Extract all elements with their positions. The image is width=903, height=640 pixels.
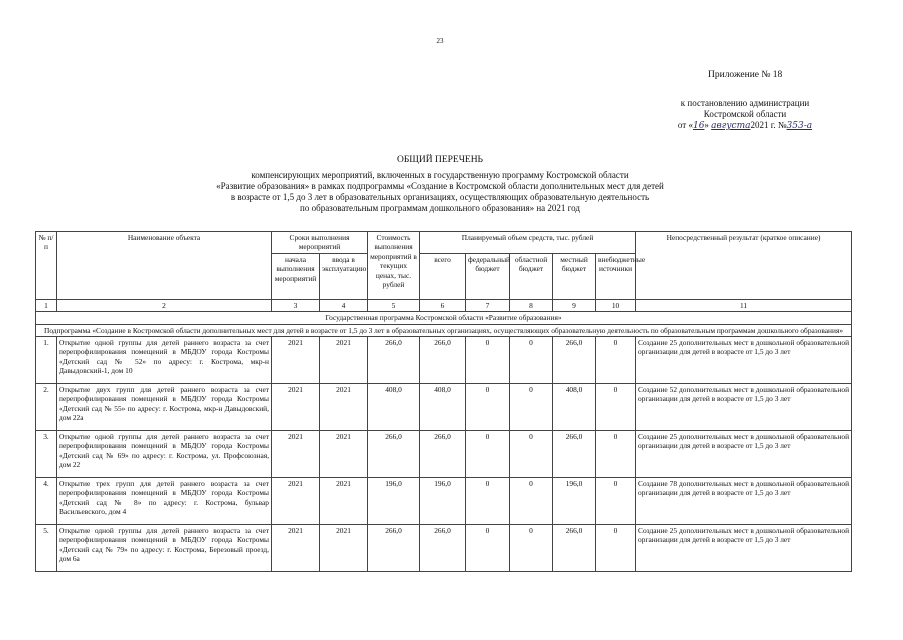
header-result: Непосредственный результат (краткое описание) <box>636 232 852 300</box>
regional-value: 0 <box>510 337 553 384</box>
federal-value: 0 <box>466 431 510 478</box>
row-number: 4. <box>36 478 57 525</box>
column-number: 8 <box>510 299 553 311</box>
year-text: 2021 г. № <box>750 120 787 130</box>
result-description: Создание 52 дополнительных мест в дошкольной образовательной организации для детей в возрасте от 1,5 до 3 лет <box>636 384 852 431</box>
total-value: 266,0 <box>420 431 466 478</box>
column-number: 3 <box>272 299 320 311</box>
federal-value: 0 <box>466 384 510 431</box>
regional-value: 0 <box>510 431 553 478</box>
object-name: Открытие двух групп для детей раннего возраста за счет перепрофилирования помещений в МБДОУ города Костромы «Детский сад № 55» по адресу: г. Кострома, мкр-н Давыдовский, дом 22а <box>57 384 272 431</box>
header-funds: Планируемый объем средств, тыс. рублей <box>420 232 636 254</box>
start-year: 2021 <box>272 525 320 572</box>
object-name: Открытие одной группы для детей раннего возраста за счет перепрофилирования помещений в МБДОУ города Костромы «Детский сад № 69» по адресу: г. Кострома, ул. Профсоюзная, дом 22 <box>57 431 272 478</box>
resolution-line-2: Костромской области <box>703 109 787 119</box>
column-number-row <box>36 299 852 311</box>
column-number: 9 <box>553 299 596 311</box>
cost-value: 266,0 <box>368 337 420 384</box>
local-value: 266,0 <box>553 337 596 384</box>
extra-value: 0 <box>596 525 636 572</box>
measures-table <box>35 231 852 572</box>
result-description: Создание 25 дополнительных мест в дошкольной образовательной организации для детей в возрасте от 1,5 до 3 лет <box>636 337 852 384</box>
commission-year: 2021 <box>320 384 368 431</box>
table-row <box>36 384 852 431</box>
commission-year: 2021 <box>320 431 368 478</box>
start-year: 2021 <box>272 431 320 478</box>
extra-value: 0 <box>596 478 636 525</box>
date-prefix: от « <box>677 120 693 130</box>
total-value: 196,0 <box>420 478 466 525</box>
row-number: 5. <box>36 525 57 572</box>
federal-value: 0 <box>466 337 510 384</box>
federal-value: 0 <box>466 478 510 525</box>
federal-value: 0 <box>466 525 510 572</box>
extra-value: 0 <box>596 431 636 478</box>
subtitle-line: компенсирующих мероприятий, включенных в государственную программу Костромской области <box>251 170 629 180</box>
object-name: Открытие трех групп для детей раннего возраста за счет перепрофилирования помещений в МБДОУ города Костромы «Детский сад № 8» по адресу: г. Кострома, бульвар Васильевского, дом 4 <box>57 478 272 525</box>
local-value: 266,0 <box>553 525 596 572</box>
handwritten-number: 353-а <box>786 121 813 131</box>
commission-year: 2021 <box>320 525 368 572</box>
document-title: ОБЩИЙ ПЕРЕЧЕНЬ <box>396 155 484 165</box>
page-number: 23 <box>436 37 444 45</box>
header-local: местный бюджет <box>553 253 596 299</box>
object-name: Открытие одной группы для детей раннего возраста за счет перепрофилирования помещений в МБДОУ города Костромы «Детский сад № 52» по адресу: г. Кострома, мкр-н Давыдовский-1, дом 10 <box>57 337 272 384</box>
subtitle-line: по образовательным программам дошкольного образования» на 2021 год <box>300 203 580 213</box>
table-row <box>36 337 852 384</box>
local-value: 408,0 <box>553 384 596 431</box>
start-year: 2021 <box>272 384 320 431</box>
cost-value: 266,0 <box>368 431 420 478</box>
date-mid: » <box>704 120 709 130</box>
cost-value: 266,0 <box>368 525 420 572</box>
resolution-line-1: к постановлению администрации <box>680 98 810 108</box>
start-year: 2021 <box>272 478 320 525</box>
subprogram-title: Подпрограмма «Создание в Костромской области дополнительных мест для детей в возрасте от 1,5 до 3 лет в образовательных организациях, осуществляющих образовательную деятельность по образовательным программам дошкольного образования» <box>36 324 852 336</box>
column-number: 6 <box>420 299 466 311</box>
commission-year: 2021 <box>320 337 368 384</box>
object-name: Открытие одной группы для детей раннего возраста за счет перепрофилирования помещений в МБДОУ города Костромы «Детский сад № 79» по адресу: г. Кострома, Березовый проезд, дом 6а <box>57 525 272 572</box>
section-row <box>36 312 852 324</box>
header-regional: областной бюджет <box>510 253 553 299</box>
column-number: 1 <box>36 299 57 311</box>
column-number: 10 <box>596 299 636 311</box>
subprogram-row <box>36 324 852 336</box>
table-row <box>36 478 852 525</box>
cost-value: 408,0 <box>368 384 420 431</box>
local-value: 266,0 <box>553 431 596 478</box>
regional-value: 0 <box>510 478 553 525</box>
header-name: Наименование объекта <box>57 232 272 300</box>
table-row <box>36 525 852 572</box>
document-subtitle <box>150 170 730 214</box>
header-federal: федеральный бюджет <box>466 253 510 299</box>
header-start: начала выполнения мероприятий <box>272 253 320 299</box>
total-value: 266,0 <box>420 337 466 384</box>
cost-value: 196,0 <box>368 478 420 525</box>
resolution-reference <box>640 98 850 132</box>
row-number: 3. <box>36 431 57 478</box>
header-total: всего <box>420 253 466 299</box>
header-commission: ввода в эксплуатацию <box>320 253 368 299</box>
regional-value: 0 <box>510 384 553 431</box>
header-extra: внебюджетные источники <box>596 253 636 299</box>
commission-year: 2021 <box>320 478 368 525</box>
column-number: 11 <box>636 299 852 311</box>
column-number: 4 <box>320 299 368 311</box>
appendix-label: Приложение № 18 <box>708 70 783 80</box>
result-description: Создание 25 дополнительных мест в дошкольной образовательной организации для детей в возрасте от 1,5 до 3 лет <box>636 525 852 572</box>
subtitle-line: в возрасте от 1,5 до 3 лет в образовательных организациях, осуществляющих образовательную деятельность <box>230 192 650 202</box>
column-number: 5 <box>368 299 420 311</box>
column-number: 7 <box>466 299 510 311</box>
table-row <box>36 431 852 478</box>
column-number: 2 <box>57 299 272 311</box>
handwritten-day: 16 <box>692 121 705 131</box>
local-value: 196,0 <box>553 478 596 525</box>
total-value: 266,0 <box>420 525 466 572</box>
row-number: 1. <box>36 337 57 384</box>
result-description: Создание 25 дополнительных мест в дошкольной образовательной организации для детей в возрасте от 1,5 до 3 лет <box>636 431 852 478</box>
handwritten-month: августа <box>711 121 751 131</box>
result-description: Создание 78 дополнительных мест в дошкольной образовательной организации для детей в возрасте от 1,5 до 3 лет <box>636 478 852 525</box>
resolution-date-line <box>640 120 850 132</box>
regional-value: 0 <box>510 525 553 572</box>
subtitle-line: «Развитие образования» в рамках подпрограммы «Создание в Костромской области дополнительных мест для детей <box>216 181 664 191</box>
section-title: Государственная программа Костромской области «Развитие образования» <box>36 312 852 324</box>
header-num: № п/п <box>36 232 57 300</box>
row-number: 2. <box>36 384 57 431</box>
extra-value: 0 <box>596 337 636 384</box>
header-terms: Сроки выполнения мероприятий <box>272 232 368 254</box>
total-value: 408,0 <box>420 384 466 431</box>
extra-value: 0 <box>596 384 636 431</box>
start-year: 2021 <box>272 337 320 384</box>
header-cost: Стоимость выполнения мероприятий в текущих ценах, тыс. рублей <box>368 232 420 300</box>
